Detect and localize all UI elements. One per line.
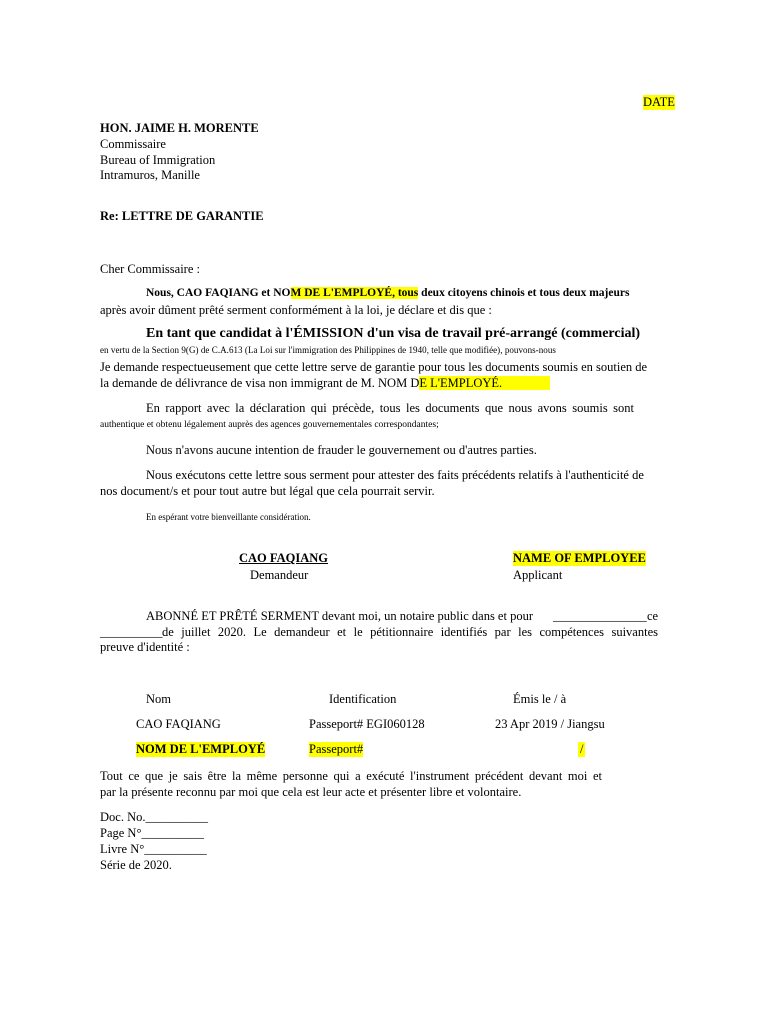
date-field: DATE <box>643 95 675 109</box>
jurat-line-3: preuve d'identité : <box>100 640 190 654</box>
addressee-office: Bureau of Immigration <box>100 153 216 167</box>
series-year: Série de 2020. <box>100 858 172 872</box>
p2-highlight: E L'EMPLOYÉ. <box>419 376 550 390</box>
addressee-title: Commissaire <box>100 137 166 151</box>
id-table-row-2-issued: / <box>580 742 584 756</box>
id-table-row-2-name: NOM DE L'EMPLOYÉ <box>136 742 266 756</box>
jurat-line-2: de juillet 2020. Le demandeur et le pétitionnaire identifiés par les compétences suivantes <box>162 625 658 639</box>
book-number: Livre N°__________ <box>100 842 207 856</box>
paragraph-2-legal-reference: en vertu de la Section 9(G) de C.A.613 (La Loi sur l'immigration des Philippines de 1940, telle que modifiée), pouvons-nous <box>100 345 556 355</box>
id-table-header-name: Nom <box>146 692 171 706</box>
paragraph-5-line-2: nos document/s et pour tout autre but légal que cela pourrait servir. <box>100 484 435 498</box>
id-table-header-identification: Identification <box>329 692 397 706</box>
paragraph-5-line-1: Nous exécutons cette lettre sous serment pour attester des faits précédents relatifs à l'authenticité de <box>146 468 644 482</box>
jurat-ce: ce <box>647 609 659 623</box>
signature-left-role: Demandeur <box>250 568 309 582</box>
id-table-row-1-issued: 23 Apr 2019 / Jiangsu <box>495 717 605 731</box>
jurat-line-1: ABONNÉ ET PRÊTÉ SERMENT devant moi, un notaire public dans et pour <box>146 609 533 623</box>
id-table-header-issued: Émis le / à <box>513 692 567 706</box>
paragraph-3-line-2: authentique et obtenu légalement auprès des agences gouvernementales correspondantes; <box>100 420 439 430</box>
id-table-row-1-name: CAO FAQIANG <box>136 717 221 731</box>
paragraph-1-line-1 <box>146 286 629 301</box>
paragraph-3-line-1: En rapport avec la déclaration qui précède, tous les documents que nous avons soumis sont <box>146 401 634 415</box>
signature-right-name: NAME OF EMPLOYEE <box>513 551 646 565</box>
closing-line: En espérant votre bienveillante considération. <box>146 512 311 522</box>
salutation: Cher Commissaire : <box>100 262 200 276</box>
addressee-name: HON. JAIME H. MORENTE <box>100 121 259 135</box>
p1-highlight: M DE L'EMPLOYÉ, tous <box>290 287 419 299</box>
notary-line-1: Tout ce que je sais être la même personne qui a exécuté l'instrument précédent devant moi et <box>100 769 602 783</box>
paragraph-2-line-4 <box>100 376 550 391</box>
paragraph-2-line-3: Je demande respectueusement que cette lettre serve de garantie pour tous les documents soumis en soutien de <box>100 360 648 374</box>
paragraph-1-line-2: après avoir dûment prêté serment conformément à la loi, je déclare et dis que : <box>100 303 492 317</box>
paragraph-2-heading: En tant que candidat à l'ÉMISSION d'un visa de travail pré-arrangé (commercial) <box>146 326 641 341</box>
addressee-city: Intramuros, Manille <box>100 168 200 182</box>
signature-left-name: CAO FAQIANG <box>239 551 329 565</box>
id-table-row-2-id: Passeport# <box>309 742 364 756</box>
p1-part-c: deux citoyens chinois et tous deux majeurs <box>418 287 630 299</box>
doc-number: Doc. No.__________ <box>100 810 208 824</box>
jurat-blank-1: _______________ <box>553 609 647 623</box>
page-number: Page N°__________ <box>100 826 204 840</box>
jurat-blank-2: __________ <box>100 625 163 639</box>
paragraph-4: Nous n'avons aucune intention de frauder le gouvernement ou d'autres parties. <box>146 443 537 457</box>
p1-part-a: Nous, CAO FAQIANG et NO <box>146 287 291 299</box>
signature-right-role: Applicant <box>513 568 563 582</box>
p2-line4-part-a: la demande de délivrance de visa non immigrant de M. NOM D <box>100 376 420 390</box>
subject-line: Re: LETTRE DE GARANTIE <box>100 209 264 223</box>
id-table-row-1-id: Passeport# EGI060128 <box>309 717 425 731</box>
notary-line-2: par la présente reconnu par moi que cela est leur acte et présenter libre et volontaire. <box>100 785 522 799</box>
